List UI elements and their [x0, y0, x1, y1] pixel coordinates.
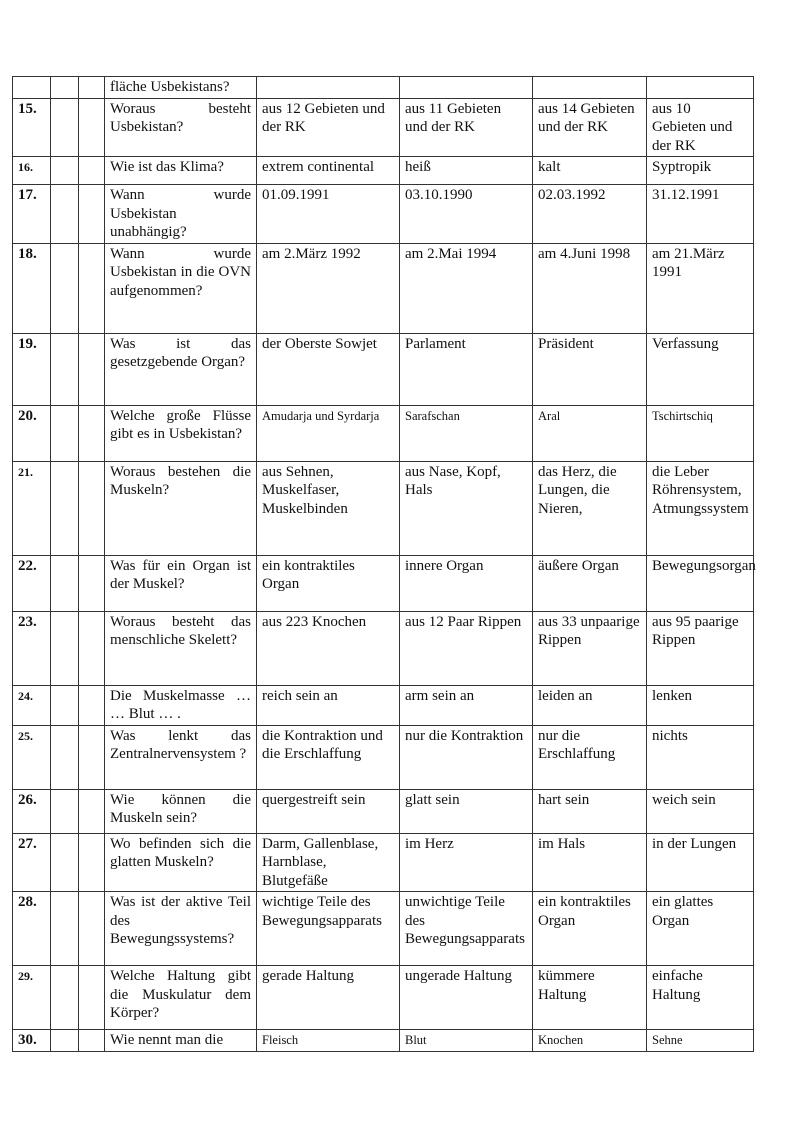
question-text: Woraus besteht Usbekistan?	[105, 98, 257, 157]
question-text: Wann wurde Usbekistan in die OVN aufgenommen?	[105, 243, 257, 333]
question-text: Was für ein Organ ist der Muskel?	[105, 555, 257, 611]
answer-option-2: arm sein an	[400, 685, 533, 725]
answer-option-4: Syptropik	[647, 157, 754, 185]
empty-cell	[79, 966, 105, 1030]
empty-cell	[51, 685, 79, 725]
answer-option-3: leiden an	[533, 685, 647, 725]
answer-option-3	[533, 77, 647, 99]
empty-cell	[51, 966, 79, 1030]
empty-cell	[51, 833, 79, 892]
question-text: Welche große Flüsse gibt es in Usbekistan?	[105, 405, 257, 461]
answer-option-1: aus 223 Knochen	[257, 611, 400, 685]
question-number: 27.	[13, 833, 51, 892]
quiz-table-body	[13, 77, 754, 1052]
answer-option-3: ein kontraktiles Organ	[533, 892, 647, 966]
answer-option-2: im Herz	[400, 833, 533, 892]
answer-option-4: aus 10 Gebieten und der RK	[647, 98, 754, 157]
question-row	[13, 966, 754, 1030]
answer-option-3: 02.03.1992	[533, 185, 647, 244]
answer-option-2: heiß	[400, 157, 533, 185]
answer-option-1	[257, 77, 400, 99]
answer-option-3: im Hals	[533, 833, 647, 892]
question-row	[13, 555, 754, 611]
answer-option-3: kalt	[533, 157, 647, 185]
answer-option-2: Blut	[400, 1030, 533, 1052]
empty-cell	[51, 405, 79, 461]
empty-cell	[51, 98, 79, 157]
answer-option-2: aus 11 Gebieten und der RK	[400, 98, 533, 157]
answer-option-2: nur die Kontraktion	[400, 725, 533, 789]
question-number: 29.	[13, 966, 51, 1030]
question-number: 16.	[13, 157, 51, 185]
answer-option-3: aus 33 unpaarige Rippen	[533, 611, 647, 685]
empty-cell	[51, 243, 79, 333]
answer-option-4: ein glattes Organ	[647, 892, 754, 966]
question-number: 23.	[13, 611, 51, 685]
answer-option-1: die Kontraktion und die Erschlaffung	[257, 725, 400, 789]
question-text: Woraus bestehen die Muskeln?	[105, 461, 257, 555]
question-text: Woraus besteht das menschliche Skelett?	[105, 611, 257, 685]
question-number: 28.	[13, 892, 51, 966]
question-row	[13, 405, 754, 461]
question-number: 19.	[13, 333, 51, 405]
question-text: Was ist der aktive Teil des Bewegungssystems?	[105, 892, 257, 966]
question-number: 17.	[13, 185, 51, 244]
empty-cell	[79, 833, 105, 892]
answer-option-1: aus 12 Gebieten und der RK	[257, 98, 400, 157]
empty-cell	[79, 243, 105, 333]
empty-cell	[51, 77, 79, 99]
empty-cell	[51, 461, 79, 555]
question-row	[13, 789, 754, 833]
question-text: Wo befinden sich die glatten Muskeln?	[105, 833, 257, 892]
question-row	[13, 1030, 754, 1052]
answer-option-4: einfache Haltung	[647, 966, 754, 1030]
question-text: Welche Haltung gibt die Muskulatur dem Körper?	[105, 966, 257, 1030]
question-row	[13, 185, 754, 244]
answer-option-4: weich sein	[647, 789, 754, 833]
empty-cell	[51, 1030, 79, 1052]
question-number: 21.	[13, 461, 51, 555]
answer-option-4: am 21.März 1991	[647, 243, 754, 333]
answer-option-2: unwichtige Teile des Bewegungsapparats	[400, 892, 533, 966]
answer-option-2	[400, 77, 533, 99]
answer-option-1: extrem continental	[257, 157, 400, 185]
empty-cell	[79, 77, 105, 99]
answer-option-2: aus Nase, Kopf, Hals	[400, 461, 533, 555]
answer-option-3: Knochen	[533, 1030, 647, 1052]
empty-cell	[51, 725, 79, 789]
question-number	[13, 77, 51, 99]
answer-option-2: Parlament	[400, 333, 533, 405]
question-row	[13, 725, 754, 789]
question-number: 15.	[13, 98, 51, 157]
answer-option-3: nur die Erschlaffung	[533, 725, 647, 789]
answer-option-1: Fleisch	[257, 1030, 400, 1052]
empty-cell	[79, 185, 105, 244]
answer-option-2: innere Organ	[400, 555, 533, 611]
answer-option-1: der Oberste Sowjet	[257, 333, 400, 405]
answer-option-4: die Leber Röhrensystem, Atmungssystem	[647, 461, 754, 555]
empty-cell	[79, 685, 105, 725]
empty-cell	[79, 892, 105, 966]
empty-cell	[79, 157, 105, 185]
empty-cell	[79, 555, 105, 611]
answer-option-3: das Herz, die Lungen, die Nieren,	[533, 461, 647, 555]
question-number: 20.	[13, 405, 51, 461]
question-number: 22.	[13, 555, 51, 611]
empty-cell	[79, 725, 105, 789]
answer-option-4: 31.12.1991	[647, 185, 754, 244]
empty-cell	[51, 892, 79, 966]
answer-option-4: aus 95 paarige Rippen	[647, 611, 754, 685]
empty-cell	[79, 461, 105, 555]
answer-option-3: aus 14 Gebieten und der RK	[533, 98, 647, 157]
answer-option-4	[647, 77, 754, 99]
answer-option-4: Sehne	[647, 1030, 754, 1052]
answer-option-4: nichts	[647, 725, 754, 789]
question-text: Wie ist das Klima?	[105, 157, 257, 185]
question-number: 25.	[13, 725, 51, 789]
empty-cell	[79, 333, 105, 405]
question-number: 26.	[13, 789, 51, 833]
question-row	[13, 892, 754, 966]
question-row	[13, 685, 754, 725]
answer-option-1: wichtige Teile des Bewegungsapparats	[257, 892, 400, 966]
answer-option-1: ein kontraktiles Organ	[257, 555, 400, 611]
question-row	[13, 461, 754, 555]
empty-cell	[79, 611, 105, 685]
answer-option-1: Darm, Gallenblase, Harnblase, Blutgefäße	[257, 833, 400, 892]
quiz-table	[12, 76, 754, 1052]
question-text: Was ist das gesetzgebende Organ?	[105, 333, 257, 405]
answer-option-3: Präsident	[533, 333, 647, 405]
empty-cell	[51, 333, 79, 405]
question-text: Was lenkt das Zentralnervensystem ?	[105, 725, 257, 789]
empty-cell	[51, 157, 79, 185]
question-row	[13, 833, 754, 892]
answer-option-3: am 4.Juni 1998	[533, 243, 647, 333]
answer-option-1: 01.09.1991	[257, 185, 400, 244]
question-row	[13, 77, 754, 99]
question-text: Wie nennt man die	[105, 1030, 257, 1052]
question-text: Die Muskelmasse … … Blut … .	[105, 685, 257, 725]
question-number: 30.	[13, 1030, 51, 1052]
empty-cell	[51, 555, 79, 611]
question-row	[13, 243, 754, 333]
answer-option-4: Verfassung	[647, 333, 754, 405]
answer-option-2: Sarafschan	[400, 405, 533, 461]
answer-option-3: hart sein	[533, 789, 647, 833]
answer-option-4: Tschirtschiq	[647, 405, 754, 461]
answer-option-1: reich sein an	[257, 685, 400, 725]
answer-option-3: äußere Organ	[533, 555, 647, 611]
empty-cell	[51, 789, 79, 833]
empty-cell	[79, 1030, 105, 1052]
empty-cell	[79, 789, 105, 833]
answer-option-4: Bewegungsorgan	[647, 555, 754, 611]
question-number: 18.	[13, 243, 51, 333]
empty-cell	[79, 405, 105, 461]
answer-option-2: aus 12 Paar Rippen	[400, 611, 533, 685]
answer-option-2: 03.10.1990	[400, 185, 533, 244]
answer-option-1: quergestreift sein	[257, 789, 400, 833]
answer-option-4: lenken	[647, 685, 754, 725]
question-text: Wie können die Muskeln sein?	[105, 789, 257, 833]
answer-option-1: gerade Haltung	[257, 966, 400, 1030]
answer-option-2: ungerade Haltung	[400, 966, 533, 1030]
question-number: 24.	[13, 685, 51, 725]
question-text: fläche Usbekistans?	[105, 77, 257, 99]
answer-option-1: am 2.März 1992	[257, 243, 400, 333]
question-row	[13, 157, 754, 185]
empty-cell	[51, 185, 79, 244]
empty-cell	[51, 611, 79, 685]
answer-option-2: glatt sein	[400, 789, 533, 833]
answer-option-4: in der Lungen	[647, 833, 754, 892]
answer-option-3: Aral	[533, 405, 647, 461]
answer-option-1: Amudarja und Syrdarja	[257, 405, 400, 461]
question-row	[13, 98, 754, 157]
question-row	[13, 333, 754, 405]
question-row	[13, 611, 754, 685]
answer-option-1: aus Sehnen, Muskelfaser, Muskelbinden	[257, 461, 400, 555]
answer-option-3: kümmere Haltung	[533, 966, 647, 1030]
empty-cell	[79, 98, 105, 157]
answer-option-2: am 2.Mai 1994	[400, 243, 533, 333]
question-text: Wann wurde Usbekistan unabhängig?	[105, 185, 257, 244]
